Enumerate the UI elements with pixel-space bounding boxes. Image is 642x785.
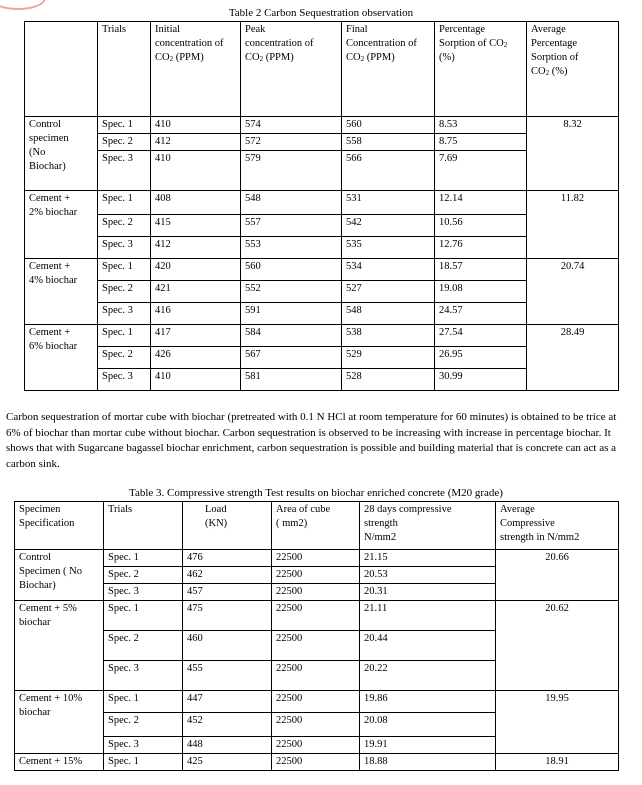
area-cell: 22500 (272, 691, 360, 713)
average-sorption-cell: 11.82 (527, 191, 619, 259)
table-row (15, 691, 619, 713)
specimen-group-label: Cement + 2% biochar (25, 191, 98, 259)
peak-concentration-cell: 574 (241, 117, 342, 134)
table3-header-strength: 28 days compressive strength N/mm2 (360, 502, 496, 550)
table3-caption: Table 3. Compressive strength Test results on biochar enriched concrete (M20 grade) (129, 487, 503, 499)
final-concentration-cell: 529 (342, 347, 435, 369)
initial-concentration-cell: 421 (151, 281, 241, 303)
trial-cell: Spec. 2 (98, 134, 151, 151)
trial-cell: Spec. 1 (104, 754, 183, 771)
trial-cell: Spec. 3 (104, 737, 183, 754)
compressive-strength-cell: 21.11 (360, 601, 496, 631)
percentage-sorption-cell: 24.57 (435, 303, 527, 325)
compressive-strength-cell: 20.44 (360, 631, 496, 661)
average-strength-cell: 19.95 (496, 691, 619, 754)
specimen-group-label: Control specimen (No Biochar) (25, 117, 98, 191)
table2-header-final: Final Concentration of $CO_2$ (PPM) (342, 22, 435, 117)
specimen-group-label: Cement + 10% biochar (15, 691, 104, 754)
initial-concentration-cell: 426 (151, 347, 241, 369)
initial-concentration-cell: 417 (151, 325, 241, 347)
peak-concentration-cell: 552 (241, 281, 342, 303)
compressive-strength-cell: 19.91 (360, 737, 496, 754)
compressive-strength-cell: 20.53 (360, 567, 496, 584)
load-cell: 475 (183, 601, 272, 631)
table3-header-load: Load (KN) (183, 502, 272, 550)
trial-cell: Spec. 3 (104, 661, 183, 691)
table2-caption: Table 2 Carbon Sequestration observation (228, 7, 414, 19)
table-row (15, 601, 619, 631)
load-cell: 447 (183, 691, 272, 713)
peak-concentration-cell: 548 (241, 191, 342, 215)
peak-concentration-cell: 557 (241, 215, 342, 237)
load-cell: 457 (183, 584, 272, 601)
table2-header-row (25, 22, 619, 117)
table3-header-spec: Specimen Specification (15, 502, 104, 550)
peak-concentration-cell: 553 (241, 237, 342, 259)
table-row (25, 325, 619, 347)
initial-concentration-cell: 410 (151, 369, 241, 391)
trial-cell: Spec. 1 (104, 691, 183, 713)
table-row (15, 550, 619, 567)
area-cell: 22500 (272, 601, 360, 631)
area-cell: 22500 (272, 661, 360, 691)
final-concentration-cell: 535 (342, 237, 435, 259)
initial-concentration-cell: 420 (151, 259, 241, 281)
table-row (15, 754, 619, 771)
compressive-strength-cell: 20.08 (360, 713, 496, 737)
load-cell: 462 (183, 567, 272, 584)
final-concentration-cell: 548 (342, 303, 435, 325)
average-strength-cell: 20.66 (496, 550, 619, 601)
initial-concentration-cell: 415 (151, 215, 241, 237)
table3-header-area: Area of cube ( mm2) (272, 502, 360, 550)
average-sorption-cell: 20.74 (527, 259, 619, 325)
specimen-group-label: Cement + 15% (15, 754, 104, 771)
table2-header-trials: Trials (98, 22, 151, 117)
area-cell: 22500 (272, 713, 360, 737)
percentage-sorption-cell: 12.14 (435, 191, 527, 215)
specimen-group-label: Cement + 6% biochar (25, 325, 98, 391)
final-concentration-cell: 528 (342, 369, 435, 391)
table-row (25, 259, 619, 281)
table3-header-row (15, 502, 619, 550)
average-sorption-cell: 8.32 (527, 117, 619, 191)
final-concentration-cell: 531 (342, 191, 435, 215)
final-concentration-cell: 527 (342, 281, 435, 303)
trial-cell: Spec. 3 (104, 584, 183, 601)
final-concentration-cell: 566 (342, 151, 435, 191)
area-cell: 22500 (272, 737, 360, 754)
trial-cell: Spec. 2 (104, 567, 183, 584)
trial-cell: Spec. 3 (98, 369, 151, 391)
area-cell: 22500 (272, 754, 360, 771)
load-cell: 455 (183, 661, 272, 691)
table2-header-percentage: Percentage Sorption of $CO_2$ (%) (435, 22, 527, 117)
specimen-group-label: Cement + 4% biochar (25, 259, 98, 325)
percentage-sorption-cell: 27.54 (435, 325, 527, 347)
initial-concentration-cell: 416 (151, 303, 241, 325)
trial-cell: Spec. 1 (104, 601, 183, 631)
trial-cell: Spec. 2 (98, 215, 151, 237)
percentage-sorption-cell: 10.56 (435, 215, 527, 237)
specimen-group-label: Control Specimen ( No Biochar) (15, 550, 104, 601)
trial-cell: Spec. 1 (98, 259, 151, 281)
trial-cell: Spec. 1 (104, 550, 183, 567)
final-concentration-cell: 538 (342, 325, 435, 347)
initial-concentration-cell: 408 (151, 191, 241, 215)
table2-header-peak: Peak concentration of $CO_2$ (PPM) (241, 22, 342, 117)
load-cell: 425 (183, 754, 272, 771)
trial-cell: Spec. 2 (98, 347, 151, 369)
area-cell: 22500 (272, 550, 360, 567)
initial-concentration-cell: 410 (151, 151, 241, 191)
compressive-strength-table (14, 501, 619, 771)
trial-cell: Spec. 3 (98, 303, 151, 325)
area-cell: 22500 (272, 584, 360, 601)
peak-concentration-cell: 581 (241, 369, 342, 391)
peak-concentration-cell: 591 (241, 303, 342, 325)
initial-concentration-cell: 410 (151, 117, 241, 134)
trial-cell: Spec. 3 (98, 237, 151, 259)
trial-cell: Spec. 2 (98, 281, 151, 303)
percentage-sorption-cell: 12.76 (435, 237, 527, 259)
percentage-sorption-cell: 30.99 (435, 369, 527, 391)
trial-cell: Spec. 2 (104, 713, 183, 737)
table3-header-trials: Trials (104, 502, 183, 550)
compressive-strength-cell: 19.86 (360, 691, 496, 713)
final-concentration-cell: 560 (342, 117, 435, 134)
table-row (25, 117, 619, 134)
load-cell: 452 (183, 713, 272, 737)
compressive-strength-cell: 21.15 (360, 550, 496, 567)
peak-concentration-cell: 579 (241, 151, 342, 191)
average-strength-cell: 18.91 (496, 754, 619, 771)
peak-concentration-cell: 560 (241, 259, 342, 281)
trial-cell: Spec. 1 (98, 325, 151, 347)
percentage-sorption-cell: 8.53 (435, 117, 527, 134)
average-strength-cell: 20.62 (496, 601, 619, 691)
load-cell: 460 (183, 631, 272, 661)
final-concentration-cell: 534 (342, 259, 435, 281)
peak-concentration-cell: 567 (241, 347, 342, 369)
table-row (25, 191, 619, 215)
carbon-sequestration-table (24, 21, 619, 391)
trial-cell: Spec. 3 (98, 151, 151, 191)
table2-header-average: Average Percentage Sorption of $CO_2$ (%) (527, 22, 619, 117)
percentage-sorption-cell: 7.69 (435, 151, 527, 191)
table3-header-average: Average Compressive strength in N/mm2 (496, 502, 619, 550)
table2-header-initial: Initial concentration of $CO_2$ (PPM) (151, 22, 241, 117)
peak-concentration-cell: 572 (241, 134, 342, 151)
percentage-sorption-cell: 8.75 (435, 134, 527, 151)
load-cell: 476 (183, 550, 272, 567)
peak-concentration-cell: 584 (241, 325, 342, 347)
trial-cell: Spec. 1 (98, 191, 151, 215)
compressive-strength-cell: 20.22 (360, 661, 496, 691)
average-sorption-cell: 28.49 (527, 325, 619, 391)
final-concentration-cell: 558 (342, 134, 435, 151)
compressive-strength-cell: 20.31 (360, 584, 496, 601)
percentage-sorption-cell: 18.57 (435, 259, 527, 281)
final-concentration-cell: 542 (342, 215, 435, 237)
body-paragraph: Carbon sequestration of mortar cube with biochar (pretreated with 0.1 N HCl at room temperature for 60 minutes) is obtained to be trice at 6% of biochar than mortar cube without biochar. Carbon sequestration is observed to be increasing with increase in percentage biochar. It shows that with Sugarcane bagassel biochar enrichment, carbon sequestration is possible and building material that is concrete can act as a carbon sink. (6, 411, 617, 470)
percentage-sorption-cell: 19.08 (435, 281, 527, 303)
trial-cell: Spec. 1 (98, 117, 151, 134)
area-cell: 22500 (272, 567, 360, 584)
trial-cell: Spec. 2 (104, 631, 183, 661)
table2-header-blank (25, 22, 98, 117)
percentage-sorption-cell: 26.95 (435, 347, 527, 369)
area-cell: 22500 (272, 631, 360, 661)
load-cell: 448 (183, 737, 272, 754)
compressive-strength-cell: 18.88 (360, 754, 496, 771)
specimen-group-label: Cement + 5% biochar (15, 601, 104, 691)
initial-concentration-cell: 412 (151, 237, 241, 259)
initial-concentration-cell: 412 (151, 134, 241, 151)
